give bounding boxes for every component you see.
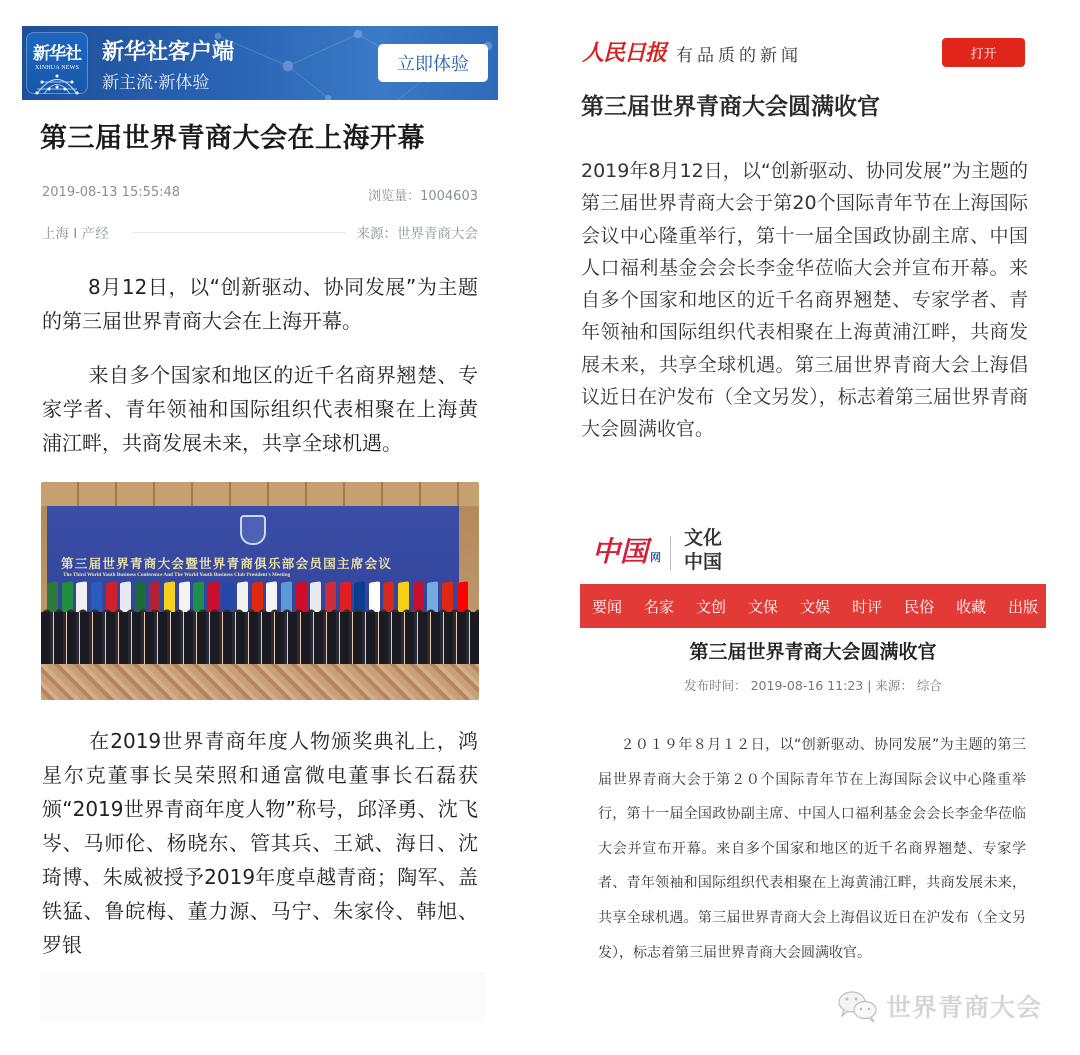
content-fade-overlay — [40, 972, 486, 1022]
paragraph-text: 在2019世界青商年度人物颁奖典礼上，鸿星尔克董事长吴荣照和通富微电董事长石磊获颁“2019世界青商年度人物”称号，邱泽勇、沈飞岑、马师伦、杨晓东、管其兵、王斌、海日、沈琦博、朱威被授予2019年度卓越青商；陶军、盖铁猛、鲁皖梅、董力源、马宁、朱家伶、韩旭、罗银 — [42, 729, 478, 957]
peoples-daily-logo: 人民日报 — [582, 40, 667, 66]
paragraph-text: 8月12日，以“创新驱动、协同发展”为主题的第三届世界青商大会在上海开幕。 — [42, 275, 478, 333]
paragraph-text: 来自多个国家和地区的近千名商界翘楚、专家学者、青年领袖和国际组织代表相聚在上海黄浦江畔，共商发展未来，共享全球机遇。 — [42, 363, 478, 455]
article-category-row — [22, 222, 500, 242]
xinhua-article-screenshot — [22, 26, 500, 1022]
backdrop-title-en: The Third World Youth Business Conference And The World Youth Business Club President's Meeting — [63, 572, 291, 578]
delegates-group — [41, 612, 479, 664]
article-headline: 第三届世界青商大会圆满收官 — [581, 94, 880, 120]
peoples-daily-slogan: 有品质的新闻 — [676, 46, 802, 66]
china-com-logo-suffix: 网 — [650, 551, 662, 564]
hall-pillars — [41, 482, 479, 506]
article-paragraph — [22, 724, 500, 962]
conference-group-photo — [41, 482, 479, 700]
section-nav-bar — [580, 584, 1046, 628]
open-app-button[interactable]: 打开 — [942, 38, 1025, 67]
nav-item-publishing[interactable]: 出版 — [1008, 597, 1039, 616]
logo-divider — [670, 536, 671, 570]
article-meta-row — [22, 185, 500, 204]
nav-item-news[interactable]: 要闻 — [592, 597, 623, 616]
backdrop-title-cn: 第三届世界青商大会暨世界青商俱乐部会员国主席会议 — [61, 556, 393, 571]
china-com-logo[interactable] — [592, 530, 661, 570]
xinhua-app-banner[interactable] — [22, 26, 498, 100]
xinhua-app-name: 新华社客户端 — [102, 40, 235, 65]
nav-item-masters[interactable]: 名家 — [644, 597, 675, 616]
article-paragraph — [22, 270, 500, 338]
article-source — [357, 222, 479, 242]
wechat-icon — [836, 989, 880, 1023]
nav-item-collection[interactable]: 收藏 — [956, 597, 987, 616]
source-label: 来源： — [356, 226, 397, 242]
nav-item-creative[interactable]: 文创 — [696, 597, 727, 616]
article-body — [580, 728, 1046, 970]
globe-network-icon — [34, 73, 80, 95]
culture-china-logo[interactable] — [684, 526, 722, 574]
source-value: 世界青商大会 — [397, 226, 478, 242]
china-culture-article-screenshot — [580, 522, 1046, 970]
xinhua-logo-cn: 新华社 — [33, 44, 81, 64]
watermark-text: 世界青商大会 — [886, 993, 1043, 1022]
nav-item-heritage[interactable]: 文保 — [748, 597, 779, 616]
nav-item-commentary[interactable]: 时评 — [852, 597, 883, 616]
article-meta: 发布时间： 2019-08-16 11:23 | 来源： 综合 — [684, 678, 942, 693]
nav-item-entertainment[interactable]: 文娱 — [800, 597, 831, 616]
peoples-daily-article-screenshot — [578, 26, 1048, 446]
article-body: 2019年8月12日，以“创新驱动、协同发展”为主题的第三届世界青商大会于第20个国际青年节在上海国际会议中心隆重举行，第十一届全国政协副主席、中国人口福利基金会会长李金华莅临大会并宣布开幕。来自多个国家和地区的近千名商界翘楚、专家学者、青年领袖和国际组织代表相聚在上海黄浦江畔，共商发展未来，共享全球机遇。第三届世界青商大会上海倡议近日在沪发布（全文另发），标志着第三届世界青商大会圆满收官。 — [581, 160, 1028, 441]
carpet — [41, 664, 479, 700]
article-paragraph — [22, 358, 500, 460]
xinhua-app-logo — [26, 32, 88, 94]
china-culture-header — [580, 522, 1046, 580]
divider — [133, 232, 345, 233]
view-count — [368, 185, 478, 204]
view-count-value: 1004603 — [420, 189, 478, 204]
culture-logo-line1: 文化 — [684, 527, 723, 549]
peoples-daily-app-bar — [578, 26, 1048, 76]
article-headline: 第三届世界青商大会圆满收官 — [689, 641, 937, 663]
china-com-logo-text: 中国 — [592, 535, 649, 568]
publish-datetime: 2019-08-13 15:55:48 — [42, 185, 181, 200]
wechat-watermark — [836, 988, 1042, 1024]
xinhua-logo-en: XINHUA NEWS — [34, 65, 80, 71]
article-category[interactable]: 上海 I 产经 — [42, 226, 109, 242]
xinhua-app-slogan: 新主流·新体验 — [102, 73, 210, 93]
article-body-text: ２０１９年８月１２日，以“创新驱动、协同发展”为主题的第三届世界青商大会于第２０个国际青年节在上海国际会议中心隆重举行，第十一届全国政协副主席、中国人口福利基金会会长李金华莅临大会并宣布开幕。来自多个国家和地区的近千名商界翘楚、专家学者、青年领袖和国际组织代表相聚在上海黄浦江畔，共商发展未来，共享全球机遇。第三届世界青商大会上海倡议近日在沪发布（全文另发），标志着第三届世界青商大会圆满收官。 — [598, 737, 1026, 961]
conference-emblem-icon — [240, 515, 266, 545]
culture-logo-line2: 中国 — [684, 551, 723, 573]
view-count-label: 浏览量： — [368, 189, 421, 204]
try-now-button[interactable]: 立即体验 — [378, 44, 488, 82]
nav-item-folk[interactable]: 民俗 — [904, 597, 935, 616]
article-headline: 第三届世界青商大会在上海开幕 — [40, 123, 425, 154]
